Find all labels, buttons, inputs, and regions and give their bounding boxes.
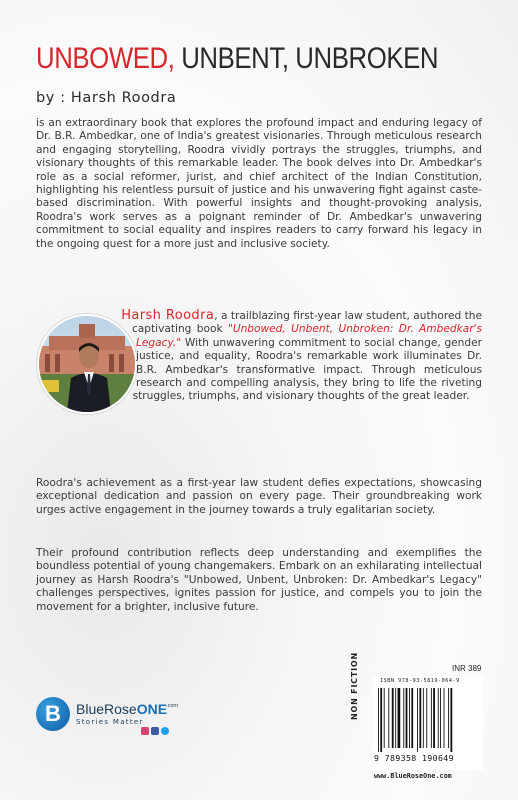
book-title	[36, 42, 438, 76]
price-label: INR 389	[452, 664, 482, 673]
instagram-icon	[141, 727, 149, 735]
isbn-text: ISBN 978-93-5819-064-9	[380, 678, 460, 684]
publisher-name-accent: ONE	[136, 701, 168, 717]
social-icons	[141, 727, 171, 737]
publisher-name-main: BlueRose	[76, 701, 137, 717]
genre-label: NON FICTION	[350, 651, 359, 720]
author-bio-intro: , a trailblazing first-year law student, authored the captivating book	[131, 310, 483, 336]
photo-wrap-spacer	[36, 309, 136, 429]
book-title-accent: UNBOWED,	[36, 42, 175, 75]
publisher-name	[76, 701, 167, 717]
publisher-tagline: Stories Matter	[76, 718, 144, 726]
publisher-logo-letter: B	[45, 701, 61, 726]
barcode	[376, 688, 480, 752]
twitter-icon	[161, 727, 169, 735]
author-name: Harsh Roodra	[121, 308, 215, 323]
barcode-number: 9 789358 190649	[374, 753, 454, 763]
book-title-rest: UNBENT, UNBROKEN	[174, 42, 439, 75]
author-byline: by : Harsh Roodra	[36, 90, 177, 106]
publisher-website: www.BlueRoseOne.com	[374, 772, 452, 780]
author-bio-rest: With unwavering commitment to social change, gender justice, and equality, Roodra's remarkable work illuminates Dr. B.R. Ambedkar's transformative impact. Through meticulous research and compelling analysis, they bring to life the riveting struggles, triumphs, and visionary thoughts of the great leader.	[132, 336, 482, 403]
author-bio	[36, 309, 482, 429]
publisher-logo	[36, 697, 226, 737]
facebook-icon	[151, 727, 159, 735]
author-bio-book-title: "Unbowed, Unbent, Unbroken: Dr. Ambedkar's Legacy."	[136, 323, 482, 349]
achievement-paragraph: Roodra's achievement as a first-year law student defies expectations, showcasing exceptional dedication and passion on every page. Their groundbreaking work urges active engagement in the journey towards a truly egalitarian society.	[36, 477, 482, 516]
book-description: is an extraordinary book that explores the profound impact and enduring legacy of Dr. B.R. Ambedkar, one of India's greatest visionaries. Through meticulous research and engaging storytelling, Roodra vividly portrays the struggles, triumphs, and visionary thoughts of this remarkable leader. The book delves into Dr. Ambedkar's role as a social reformer, jurist, and chief architect of the Indian Constitution, highlighting his relentless pursuit of justice and his unwavering fight against caste-based discrimination. With powerful insights and thought-provoking analysis, Roodra's work serves as a poignant reminder of Dr. Ambedkar's unwavering commitment to social equality and inspires readers to carry forward his legacy in the ongoing quest for a more just and inclusive society.	[36, 117, 482, 250]
contribution-paragraph: Their profound contribution reflects deep understanding and exemplifies the boundless potential of young changemakers. Embark on an exhilarating intellectual journey as Harsh Roodra's "Unbowed, Unbent, Unbroken: Dr. Ambedkar's Legacy" challenges perspectives, ignites passion for justice, and compels you to join the movement for a brighter, inclusive future.	[36, 547, 482, 613]
publisher-name-suffix: .com	[166, 703, 179, 709]
